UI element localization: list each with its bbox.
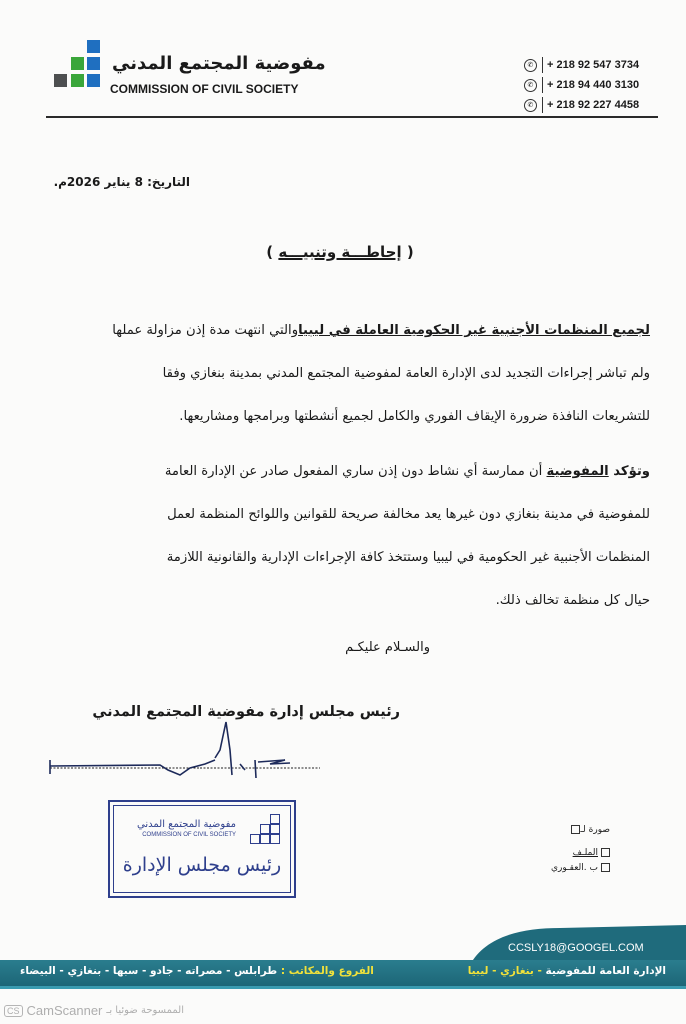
paragraph-text: والتي انتهت مدة إذن مزاولة عملها [112,323,299,338]
logo-square [71,57,84,70]
footer-headquarters [468,965,666,977]
copy-recipient-label: ب .العقـوري [550,863,598,873]
paragraph-2 [50,450,650,622]
phone-number: + 218 92 547 3734 [547,59,640,71]
paragraph-line: المنظمات الأجنبية غير الحكومية في ليبيا وستتخذ كافة الإجراءات الإدارية والقانونية اللازمة [166,550,650,565]
copy-recipient-label: الملـف [572,848,598,858]
paragraph-1 [50,309,650,438]
title-text: إحاطـــة وتنبيـــه [278,243,402,261]
paragraph-lead: وتؤكد [608,464,650,479]
copy-recipient [520,848,610,863]
closing-greeting: والسـلام عليكـم [345,640,430,655]
footer-strip [0,986,686,989]
official-stamp [108,800,296,898]
copies-to [520,825,610,878]
contact-item [524,55,654,75]
contact-item [524,75,654,95]
separator [542,77,543,93]
signer-title: رئيس مجلس إدارة مفوضية المجتمع المدني [92,704,400,720]
logo-square [87,74,100,87]
paragraph-line [50,450,650,493]
computer-icon [601,863,610,872]
logo-square [87,57,100,70]
copies-label: صورة لـ [580,825,610,835]
logo-square [87,40,100,53]
stamp-org-english: COMMISSION OF CIVIL SOCIETY [142,832,236,838]
paragraph-line [50,309,650,352]
copies-label-row [520,825,610,840]
hq-location: - بنغازي - ليبيا [467,965,546,977]
hq-label: الإدارة العامة للمفوضية [545,965,666,977]
copy-recipient [520,863,610,878]
document-title [240,243,440,261]
separator [542,97,543,113]
phone-number: + 218 92 227 4458 [547,99,640,111]
phone-number: + 218 94 440 3130 [547,79,640,91]
footer-branches [20,965,374,977]
paragraph-line: حيال كل منظمة تخالف ذلك. [495,593,650,608]
phone-icon: ✆ [524,59,537,72]
title-paren-close: ) [266,243,274,261]
org-name-arabic: مفوضية المجتمع المدني [112,53,326,74]
org-name-english: COMMISSION OF CIVIL SOCIETY [110,82,299,96]
camscanner-watermark [4,1003,184,1018]
commission-underlined: المفوضية [546,464,609,479]
paragraph-line: للمفوضية في مدينة بنغازي دون غيرها يعد مخالفة صريحة للقوانين واللوائح المنظمة لعمل [167,507,650,522]
phone-icon: ✆ [524,99,537,112]
header-divider [46,116,658,118]
signature [40,720,320,790]
paragraph-line: للتشريعات النافذة ضرورة الإيقاف الفوري والكامل لجميع أنشطتها وبرامجها ومشاريعها. [179,409,650,424]
separator [542,57,543,73]
camscanner-logo-icon: CS [4,1005,23,1017]
phone-icon: ✆ [524,79,537,92]
stamp-org-arabic: مفوضية المجتمع المدني [137,819,236,830]
addressee-underlined: لجميع المنظمات الأجنبية غير الحكومية العاملة في ليبيا [298,323,650,338]
contact-item [524,95,654,115]
spacer [520,840,610,848]
paragraph-text: أن ممارسة أي نشاط دون إذن ساري المفعول صادر عن الإدارة العامة [164,464,547,479]
stamp-logo-icon [250,814,280,844]
logo-square [54,74,67,87]
contact-list [524,55,654,115]
footer-email[interactable]: CCSLY18@GOOGEL.COM [508,942,644,954]
camscanner-name: CamScanner [26,1003,103,1018]
branches-label: الفروع والمكاتب : [277,965,374,977]
paragraph-line: ولم تباشر إجراءات التجديد لدى الإدارة العامة لمفوضية المجتمع المدني بمدينة بنغازي وفقا [162,366,650,381]
logo [0,0,110,95]
logo-square [71,74,84,87]
title-paren-open: ( [406,243,414,261]
document-icon [601,848,610,857]
camscanner-text-ar: الممسوحة ضوئيا بـ [106,1005,184,1016]
document-date: التاريخ: 8 يناير 2026م. [53,175,190,189]
signature-stroke [50,722,290,778]
branches-list: طرابلس - مصراته - جادو - سبها - بنغازي - البيضاء [20,965,278,977]
stamp-title: رئيس مجلس الإدارة [122,854,282,876]
